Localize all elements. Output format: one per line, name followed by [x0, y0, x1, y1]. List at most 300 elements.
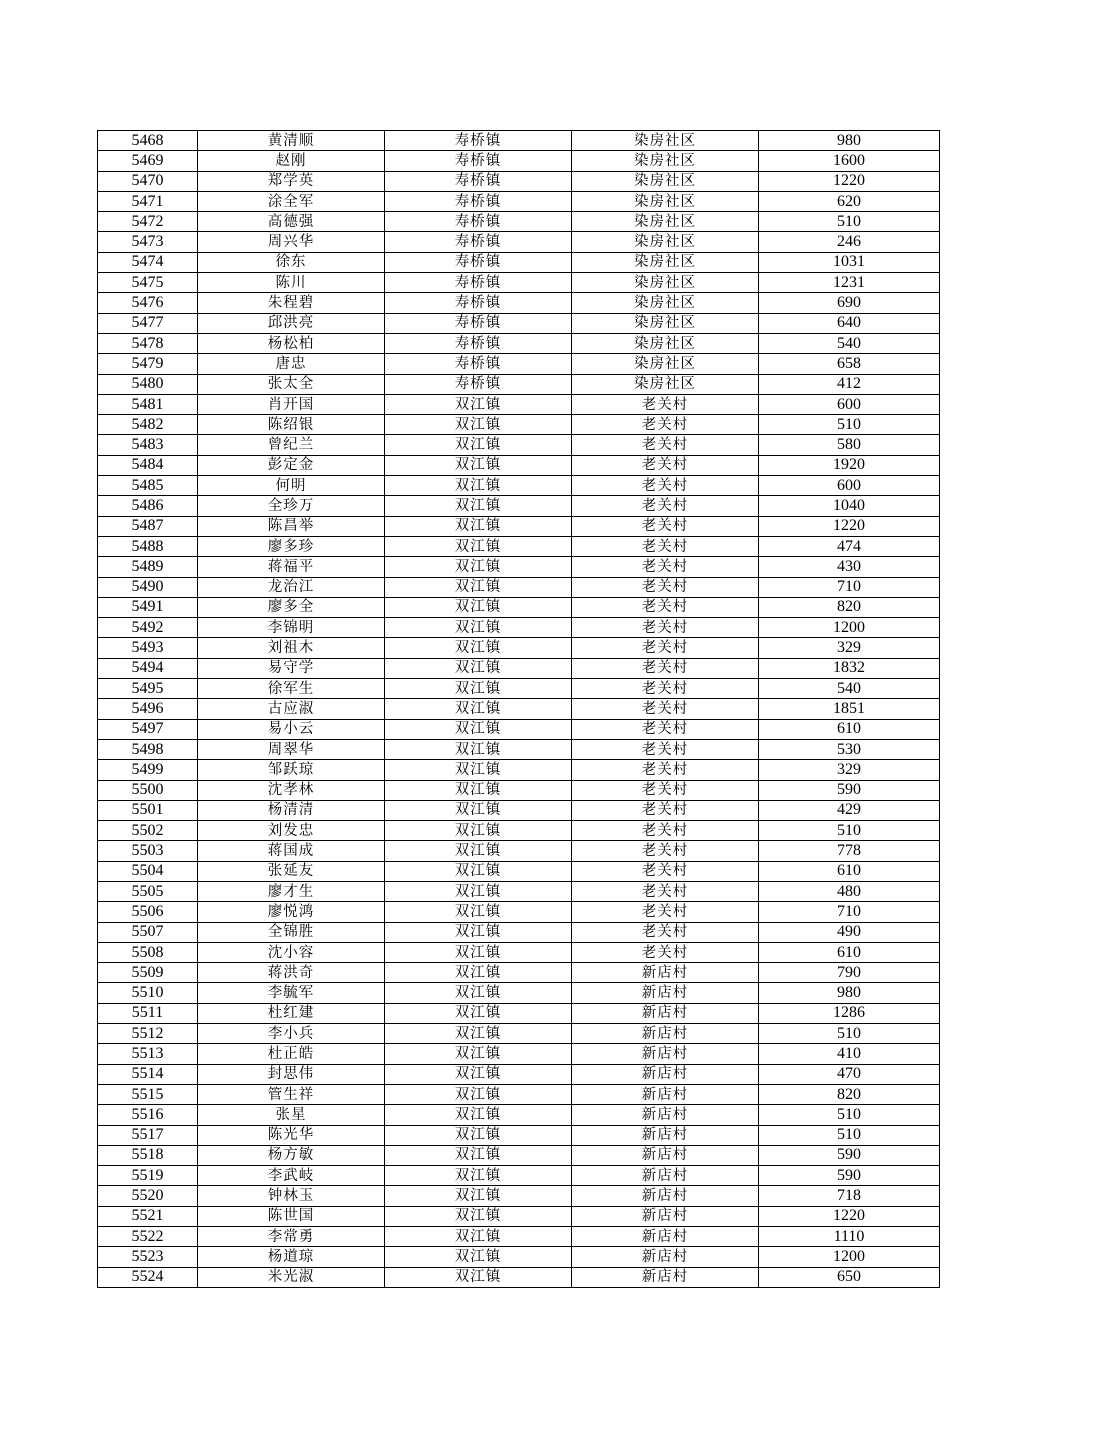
table-row [98, 394, 940, 414]
id-cell: 5483 [98, 435, 198, 455]
amount-cell: 1832 [759, 658, 940, 678]
amount-cell: 410 [759, 1044, 940, 1064]
village-cell: 染房社区 [572, 232, 759, 252]
town-cell: 寿桥镇 [385, 313, 572, 333]
table-row [98, 1166, 940, 1186]
name-cell: 黄清顺 [198, 131, 385, 151]
town-cell: 寿桥镇 [385, 232, 572, 252]
village-cell: 老关村 [572, 415, 759, 435]
village-cell: 染房社区 [572, 333, 759, 353]
village-cell: 新店村 [572, 1003, 759, 1023]
town-cell: 双江镇 [385, 1247, 572, 1267]
table-row [98, 1186, 940, 1206]
amount-cell: 329 [759, 638, 940, 658]
name-cell: 赵刚 [198, 151, 385, 171]
name-cell: 杜正皓 [198, 1044, 385, 1064]
name-cell: 陈光华 [198, 1125, 385, 1145]
name-cell: 张太全 [198, 374, 385, 394]
town-cell: 双江镇 [385, 902, 572, 922]
village-cell: 老关村 [572, 881, 759, 901]
table-row [98, 131, 940, 151]
town-cell: 双江镇 [385, 1003, 572, 1023]
town-cell: 寿桥镇 [385, 131, 572, 151]
town-cell: 双江镇 [385, 638, 572, 658]
table-row [98, 618, 940, 638]
id-cell: 5509 [98, 963, 198, 983]
name-cell: 郑学英 [198, 171, 385, 191]
name-cell: 陈绍银 [198, 415, 385, 435]
name-cell: 陈昌举 [198, 516, 385, 536]
name-cell: 陈世国 [198, 1206, 385, 1226]
village-cell: 染房社区 [572, 151, 759, 171]
town-cell: 双江镇 [385, 496, 572, 516]
table-row [98, 293, 940, 313]
table-row [98, 963, 940, 983]
amount-cell: 540 [759, 679, 940, 699]
id-cell: 5478 [98, 333, 198, 353]
village-cell: 染房社区 [572, 191, 759, 211]
town-cell: 双江镇 [385, 1105, 572, 1125]
id-cell: 5500 [98, 780, 198, 800]
name-cell: 杨方敏 [198, 1145, 385, 1165]
name-cell: 封思伟 [198, 1064, 385, 1084]
id-cell: 5491 [98, 597, 198, 617]
village-cell: 老关村 [572, 922, 759, 942]
id-cell: 5514 [98, 1064, 198, 1084]
id-cell: 5497 [98, 719, 198, 739]
town-cell: 双江镇 [385, 1044, 572, 1064]
table-row [98, 1145, 940, 1165]
name-cell: 廖多全 [198, 597, 385, 617]
town-cell: 双江镇 [385, 699, 572, 719]
town-cell: 双江镇 [385, 536, 572, 556]
table-row [98, 151, 940, 171]
village-cell: 新店村 [572, 1145, 759, 1165]
id-cell: 5469 [98, 151, 198, 171]
amount-cell: 1220 [759, 516, 940, 536]
town-cell: 寿桥镇 [385, 273, 572, 293]
village-cell: 老关村 [572, 861, 759, 881]
id-cell: 5477 [98, 313, 198, 333]
id-cell: 5510 [98, 983, 198, 1003]
id-cell: 5498 [98, 739, 198, 759]
town-cell: 寿桥镇 [385, 171, 572, 191]
town-cell: 双江镇 [385, 618, 572, 638]
amount-cell: 980 [759, 983, 940, 1003]
name-cell: 杨道琼 [198, 1247, 385, 1267]
amount-cell: 1110 [759, 1227, 940, 1247]
village-cell: 染房社区 [572, 293, 759, 313]
id-cell: 5503 [98, 841, 198, 861]
village-cell: 老关村 [572, 516, 759, 536]
table-row [98, 374, 940, 394]
village-cell: 染房社区 [572, 273, 759, 293]
id-cell: 5480 [98, 374, 198, 394]
id-cell: 5492 [98, 618, 198, 638]
town-cell: 双江镇 [385, 760, 572, 780]
amount-cell: 480 [759, 881, 940, 901]
id-cell: 5481 [98, 394, 198, 414]
amount-cell: 1040 [759, 496, 940, 516]
table-row [98, 1084, 940, 1104]
town-cell: 双江镇 [385, 658, 572, 678]
town-cell: 双江镇 [385, 780, 572, 800]
table-row [98, 597, 940, 617]
table-row [98, 415, 940, 435]
data-table [97, 130, 940, 1288]
table-row [98, 313, 940, 333]
town-cell: 寿桥镇 [385, 374, 572, 394]
id-cell: 5488 [98, 536, 198, 556]
id-cell: 5496 [98, 699, 198, 719]
name-cell: 全锦胜 [198, 922, 385, 942]
name-cell: 杨松柏 [198, 333, 385, 353]
name-cell: 管生祥 [198, 1084, 385, 1104]
name-cell: 蒋洪奇 [198, 963, 385, 983]
name-cell: 刘发忠 [198, 821, 385, 841]
amount-cell: 1851 [759, 699, 940, 719]
name-cell: 易守学 [198, 658, 385, 678]
town-cell: 双江镇 [385, 983, 572, 1003]
id-cell: 5499 [98, 760, 198, 780]
village-cell: 新店村 [572, 1186, 759, 1206]
town-cell: 双江镇 [385, 1084, 572, 1104]
amount-cell: 429 [759, 800, 940, 820]
amount-cell: 412 [759, 374, 940, 394]
name-cell: 沈小容 [198, 942, 385, 962]
table-row [98, 1024, 940, 1044]
table-row [98, 942, 940, 962]
table-row [98, 354, 940, 374]
name-cell: 周翠华 [198, 739, 385, 759]
village-cell: 新店村 [572, 983, 759, 1003]
amount-cell: 650 [759, 1267, 940, 1287]
amount-cell: 790 [759, 963, 940, 983]
amount-cell: 1200 [759, 618, 940, 638]
table-row [98, 902, 940, 922]
village-cell: 老关村 [572, 435, 759, 455]
table-row [98, 455, 940, 475]
town-cell: 双江镇 [385, 679, 572, 699]
town-cell: 双江镇 [385, 1227, 572, 1247]
name-cell: 邹跃琼 [198, 760, 385, 780]
village-cell: 新店村 [572, 1125, 759, 1145]
name-cell: 彭定金 [198, 455, 385, 475]
id-cell: 5507 [98, 922, 198, 942]
id-cell: 5518 [98, 1145, 198, 1165]
amount-cell: 510 [759, 415, 940, 435]
amount-cell: 610 [759, 719, 940, 739]
amount-cell: 778 [759, 841, 940, 861]
id-cell: 5494 [98, 658, 198, 678]
town-cell: 寿桥镇 [385, 212, 572, 232]
id-cell: 5493 [98, 638, 198, 658]
amount-cell: 590 [759, 1145, 940, 1165]
table-row [98, 476, 940, 496]
town-cell: 双江镇 [385, 435, 572, 455]
table-row [98, 333, 940, 353]
amount-cell: 1286 [759, 1003, 940, 1023]
name-cell: 廖悦鸿 [198, 902, 385, 922]
table-row [98, 435, 940, 455]
table-row [98, 760, 940, 780]
id-cell: 5495 [98, 679, 198, 699]
name-cell: 廖才生 [198, 881, 385, 901]
table-row [98, 881, 940, 901]
name-cell: 李武岐 [198, 1166, 385, 1186]
name-cell: 高德强 [198, 212, 385, 232]
table-row [98, 496, 940, 516]
amount-cell: 1231 [759, 273, 940, 293]
amount-cell: 510 [759, 1105, 940, 1125]
amount-cell: 710 [759, 902, 940, 922]
id-cell: 5517 [98, 1125, 198, 1145]
amount-cell: 474 [759, 536, 940, 556]
village-cell: 老关村 [572, 719, 759, 739]
name-cell: 李小兵 [198, 1024, 385, 1044]
town-cell: 双江镇 [385, 597, 572, 617]
village-cell: 新店村 [572, 1247, 759, 1267]
amount-cell: 530 [759, 739, 940, 759]
town-cell: 双江镇 [385, 516, 572, 536]
name-cell: 邱洪亮 [198, 313, 385, 333]
village-cell: 老关村 [572, 760, 759, 780]
name-cell: 杜红建 [198, 1003, 385, 1023]
name-cell: 易小云 [198, 719, 385, 739]
amount-cell: 620 [759, 191, 940, 211]
town-cell: 双江镇 [385, 821, 572, 841]
amount-cell: 610 [759, 942, 940, 962]
town-cell: 双江镇 [385, 861, 572, 881]
town-cell: 寿桥镇 [385, 252, 572, 272]
village-cell: 老关村 [572, 902, 759, 922]
id-cell: 5482 [98, 415, 198, 435]
town-cell: 双江镇 [385, 455, 572, 475]
village-cell: 老关村 [572, 557, 759, 577]
village-cell: 老关村 [572, 476, 759, 496]
amount-cell: 580 [759, 435, 940, 455]
village-cell: 新店村 [572, 1064, 759, 1084]
id-cell: 5513 [98, 1044, 198, 1064]
name-cell: 李锦明 [198, 618, 385, 638]
town-cell: 寿桥镇 [385, 151, 572, 171]
town-cell: 双江镇 [385, 1166, 572, 1186]
table-row [98, 1125, 940, 1145]
town-cell: 双江镇 [385, 719, 572, 739]
town-cell: 双江镇 [385, 1024, 572, 1044]
village-cell: 老关村 [572, 780, 759, 800]
amount-cell: 510 [759, 821, 940, 841]
village-cell: 新店村 [572, 1227, 759, 1247]
village-cell: 染房社区 [572, 252, 759, 272]
name-cell: 蒋国成 [198, 841, 385, 861]
table-row [98, 638, 940, 658]
town-cell: 双江镇 [385, 841, 572, 861]
village-cell: 染房社区 [572, 131, 759, 151]
table-row [98, 1064, 940, 1084]
id-cell: 5516 [98, 1105, 198, 1125]
name-cell: 杨清清 [198, 800, 385, 820]
amount-cell: 510 [759, 1125, 940, 1145]
table-row [98, 739, 940, 759]
amount-cell: 1920 [759, 455, 940, 475]
id-cell: 5523 [98, 1247, 198, 1267]
table-row [98, 273, 940, 293]
amount-cell: 610 [759, 861, 940, 881]
name-cell: 李毓军 [198, 983, 385, 1003]
amount-cell: 1220 [759, 1206, 940, 1226]
village-cell: 老关村 [572, 739, 759, 759]
amount-cell: 470 [759, 1064, 940, 1084]
village-cell: 老关村 [572, 618, 759, 638]
id-cell: 5521 [98, 1206, 198, 1226]
table-row [98, 1206, 940, 1226]
id-cell: 5506 [98, 902, 198, 922]
table-row [98, 780, 940, 800]
village-cell: 新店村 [572, 1206, 759, 1226]
town-cell: 双江镇 [385, 800, 572, 820]
town-cell: 寿桥镇 [385, 293, 572, 313]
id-cell: 5512 [98, 1024, 198, 1044]
table-row [98, 841, 940, 861]
village-cell: 老关村 [572, 577, 759, 597]
village-cell: 新店村 [572, 1084, 759, 1104]
town-cell: 双江镇 [385, 1125, 572, 1145]
table-row [98, 1247, 940, 1267]
id-cell: 5520 [98, 1186, 198, 1206]
id-cell: 5472 [98, 212, 198, 232]
amount-cell: 690 [759, 293, 940, 313]
table-row [98, 821, 940, 841]
amount-cell: 540 [759, 333, 940, 353]
table-row [98, 1003, 940, 1023]
name-cell: 蒋福平 [198, 557, 385, 577]
town-cell: 双江镇 [385, 1267, 572, 1287]
village-cell: 新店村 [572, 1024, 759, 1044]
id-cell: 5519 [98, 1166, 198, 1186]
village-cell: 老关村 [572, 800, 759, 820]
amount-cell: 820 [759, 597, 940, 617]
name-cell: 刘祖木 [198, 638, 385, 658]
amount-cell: 329 [759, 760, 940, 780]
town-cell: 寿桥镇 [385, 333, 572, 353]
town-cell: 双江镇 [385, 739, 572, 759]
town-cell: 双江镇 [385, 1145, 572, 1165]
village-cell: 新店村 [572, 1166, 759, 1186]
table-row [98, 191, 940, 211]
name-cell: 龙治江 [198, 577, 385, 597]
village-cell: 老关村 [572, 699, 759, 719]
table-row [98, 658, 940, 678]
name-cell: 廖多珍 [198, 536, 385, 556]
amount-cell: 590 [759, 780, 940, 800]
amount-cell: 710 [759, 577, 940, 597]
village-cell: 新店村 [572, 1267, 759, 1287]
name-cell: 徐军生 [198, 679, 385, 699]
id-cell: 5511 [98, 1003, 198, 1023]
town-cell: 双江镇 [385, 942, 572, 962]
name-cell: 陈川 [198, 273, 385, 293]
amount-cell: 600 [759, 394, 940, 414]
table-row [98, 577, 940, 597]
amount-cell: 658 [759, 354, 940, 374]
amount-cell: 1031 [759, 252, 940, 272]
amount-cell: 510 [759, 212, 940, 232]
name-cell: 肖开国 [198, 394, 385, 414]
name-cell: 沈孝林 [198, 780, 385, 800]
table-row [98, 1105, 940, 1125]
name-cell: 徐东 [198, 252, 385, 272]
name-cell: 朱程碧 [198, 293, 385, 313]
village-cell: 新店村 [572, 1044, 759, 1064]
table-row [98, 557, 940, 577]
amount-cell: 980 [759, 131, 940, 151]
name-cell: 张延友 [198, 861, 385, 881]
name-cell: 全珍万 [198, 496, 385, 516]
town-cell: 双江镇 [385, 1064, 572, 1084]
amount-cell: 820 [759, 1084, 940, 1104]
amount-cell: 600 [759, 476, 940, 496]
id-cell: 5490 [98, 577, 198, 597]
name-cell: 曾纪兰 [198, 435, 385, 455]
table-row [98, 861, 940, 881]
table-row [98, 212, 940, 232]
amount-cell: 718 [759, 1186, 940, 1206]
name-cell: 涂全军 [198, 191, 385, 211]
id-cell: 5508 [98, 942, 198, 962]
id-cell: 5475 [98, 273, 198, 293]
amount-cell: 1200 [759, 1247, 940, 1267]
town-cell: 双江镇 [385, 394, 572, 414]
id-cell: 5486 [98, 496, 198, 516]
village-cell: 染房社区 [572, 171, 759, 191]
town-cell: 双江镇 [385, 557, 572, 577]
village-cell: 老关村 [572, 597, 759, 617]
id-cell: 5485 [98, 476, 198, 496]
id-cell: 5524 [98, 1267, 198, 1287]
table-row [98, 171, 940, 191]
id-cell: 5473 [98, 232, 198, 252]
table-row [98, 983, 940, 1003]
id-cell: 5470 [98, 171, 198, 191]
amount-cell: 640 [759, 313, 940, 333]
table-row [98, 1044, 940, 1064]
village-cell: 老关村 [572, 455, 759, 475]
town-cell: 双江镇 [385, 476, 572, 496]
id-cell: 5522 [98, 1227, 198, 1247]
id-cell: 5468 [98, 131, 198, 151]
name-cell: 何明 [198, 476, 385, 496]
town-cell: 双江镇 [385, 881, 572, 901]
id-cell: 5489 [98, 557, 198, 577]
id-cell: 5515 [98, 1084, 198, 1104]
table-row [98, 699, 940, 719]
amount-cell: 590 [759, 1166, 940, 1186]
town-cell: 双江镇 [385, 1206, 572, 1226]
table-body [98, 131, 940, 1288]
town-cell: 寿桥镇 [385, 191, 572, 211]
id-cell: 5471 [98, 191, 198, 211]
village-cell: 老关村 [572, 638, 759, 658]
amount-cell: 510 [759, 1024, 940, 1044]
village-cell: 老关村 [572, 658, 759, 678]
amount-cell: 430 [759, 557, 940, 577]
id-cell: 5476 [98, 293, 198, 313]
town-cell: 双江镇 [385, 963, 572, 983]
name-cell: 周兴华 [198, 232, 385, 252]
town-cell: 双江镇 [385, 1186, 572, 1206]
name-cell: 钟林玉 [198, 1186, 385, 1206]
